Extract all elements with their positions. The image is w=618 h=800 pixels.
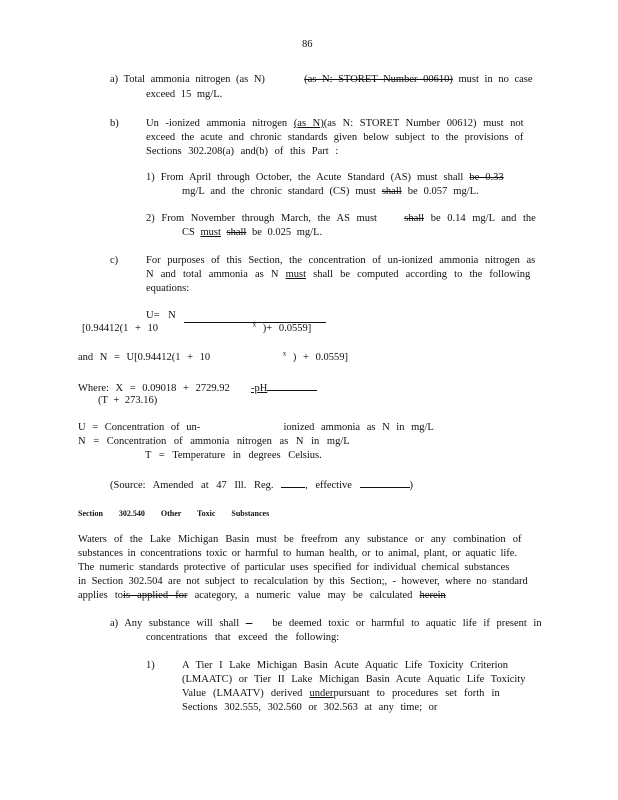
item-b-sub2-line1 bbox=[146, 212, 536, 225]
item-1-line3-b: pursuant to procedures set forth in bbox=[333, 688, 500, 699]
body-line5 bbox=[78, 589, 446, 602]
source-note-b: , effective bbox=[305, 480, 352, 491]
item-a2-line2: concentrations that exceed the following: bbox=[146, 632, 340, 643]
item-b-line3: Sections 302.208(a) and(b) of this Part : bbox=[146, 146, 339, 157]
item-a2-a: a) Any substance will shall bbox=[110, 618, 240, 629]
item-c-line2 bbox=[146, 268, 530, 281]
item-b-underlined: (as N) bbox=[293, 118, 324, 129]
sub2-text-a: 2) From November through March, the AS must bbox=[146, 213, 377, 224]
sub2-line2-a: CS bbox=[182, 227, 195, 238]
where-ph: -pH bbox=[250, 383, 268, 394]
item-a-line1 bbox=[110, 73, 533, 86]
source-blank-1 bbox=[281, 477, 305, 488]
sub2-line2-underlined: must bbox=[200, 227, 221, 238]
item-a-tail: must in no case bbox=[458, 74, 533, 85]
sub2-line2-b: be 0.025 mg/L. bbox=[251, 227, 323, 238]
eq2-left: and N = U[0.94412(1 + 10 bbox=[78, 352, 211, 363]
where-ph-underline bbox=[267, 380, 317, 391]
item-c-line2-b: shall be computed according to the following bbox=[313, 269, 531, 280]
eq2-right: ) + 0.0559] bbox=[292, 352, 348, 363]
where-denominator: (T + 273.16) bbox=[98, 395, 158, 406]
item-b-text-a: Un -ionized ammonia nitrogen bbox=[146, 118, 288, 129]
section-heading: Section 302.540 Other Toxic Substances bbox=[78, 509, 270, 518]
item-b-label: b) bbox=[110, 118, 119, 129]
item-1-line3 bbox=[182, 687, 500, 700]
item-a-line2: exceed 15 mg/L. bbox=[146, 89, 223, 100]
eq1-denom-left: [0.94412(1 + 10 bbox=[82, 323, 159, 334]
item-b-sub2-line2 bbox=[182, 226, 322, 239]
eq2-exponent: x bbox=[282, 349, 287, 358]
item-a-struck: (as N: STORET Number 00610) bbox=[304, 74, 453, 85]
source-note bbox=[110, 477, 413, 492]
item-c-line3: equations: bbox=[146, 283, 190, 294]
item-1-label: 1) bbox=[146, 660, 155, 671]
item-1-line4: Sections 302.555, 302.560 or 302.563 at any time; or bbox=[182, 702, 438, 713]
eq2 bbox=[78, 351, 348, 364]
item-b-line2: exceed the acute and chronic standards given below subject to the provisions of bbox=[146, 132, 524, 143]
item-c-label: c) bbox=[110, 255, 119, 266]
body-line3: The numeric standards protective of particular uses specified for individual chemical substances bbox=[78, 562, 510, 573]
item-c-line1: For purposes of this Section, the concentration of un-ionized ammonia nitrogen as bbox=[146, 255, 536, 266]
body-line1: Waters of the Lake Michigan Basin must be freefrom any substance or any combination of bbox=[78, 534, 522, 545]
item-1-line1: A Tier I Lake Michigan Basin Acute Aquatic Life Toxicity Criterion bbox=[182, 660, 509, 671]
item-b-sub1-line2 bbox=[182, 185, 479, 198]
eq1-denom-right: )+ 0.0559] bbox=[262, 323, 312, 334]
body-line5-struck: is applied for bbox=[123, 590, 188, 601]
def-u-b: ionized ammonia as N in mg/L bbox=[283, 422, 434, 433]
item-c-underlined: must bbox=[285, 269, 306, 280]
item-1-line2: (LMAATC) or Tier II Lake Michigan Basin Acute Aquatic Life Toxicity bbox=[182, 674, 526, 685]
item-b-sub1-line1 bbox=[146, 171, 504, 184]
source-note-c: ) bbox=[409, 480, 414, 491]
body-line5-struck2: herein bbox=[419, 590, 446, 601]
sub1-line2-struck: shall bbox=[381, 186, 402, 197]
source-note-a: (Source: Amended at 47 Ill. Reg. bbox=[110, 480, 274, 491]
def-t: T = Temperature in degrees Celsius. bbox=[145, 450, 322, 461]
def-u-a: U = Concentration of un- bbox=[78, 422, 201, 433]
body-line4: in Section 302.504 are not subject to recalculation by this Section;, - however, where no standard bbox=[78, 576, 528, 587]
eq1-exponent: x bbox=[252, 320, 257, 329]
sub1-line2-a: mg/L and the chronic standard (CS) must bbox=[182, 186, 376, 197]
item-a-text: Total ammonia nitrogen (as N) bbox=[123, 74, 265, 85]
body-line5-a: applies to bbox=[78, 590, 124, 601]
page-number: 86 bbox=[302, 39, 313, 50]
item-a-label: a) bbox=[110, 74, 119, 85]
item-a2-line1 bbox=[110, 617, 542, 630]
sub2-line2-struck: shall bbox=[226, 227, 247, 238]
item-b-text-b: (as N: STORET Number 00612) must not bbox=[323, 118, 524, 129]
def-n: N = Concentration of ammonia nitrogen as N in mg/L bbox=[78, 436, 350, 447]
eq1-denominator bbox=[82, 322, 311, 335]
def-u bbox=[78, 421, 434, 434]
item-1-line3-a: Value (LMAATV) derived bbox=[182, 688, 303, 699]
item-a2-struck-blank bbox=[246, 617, 266, 630]
item-b-line1 bbox=[146, 117, 524, 130]
item-c-line2-a: N and total ammonia as N bbox=[146, 269, 279, 280]
body-line2: substances in concentrations toxic or harmful to human health, or to animal, plant, or aquatic life. bbox=[78, 548, 518, 559]
where-expression: Where: X = 0.09018 + 2729.92 bbox=[78, 383, 230, 394]
source-blank-2 bbox=[360, 477, 410, 488]
eq1-numerator: U= N bbox=[146, 310, 176, 321]
where-line bbox=[78, 380, 317, 395]
item-a2-b: be deemed toxic or harmful to aquatic life if present in bbox=[272, 618, 542, 629]
body-line5-b: acategory, a numeric value may be calculated bbox=[194, 590, 413, 601]
sub1-line2-b: be 0.057 mg/L. bbox=[407, 186, 479, 197]
sub1-struck: be 0.33 bbox=[469, 172, 504, 183]
sub1-text-a: 1) From April through October, the Acute Standard (AS) must shall bbox=[146, 172, 464, 183]
sub2-struck: shall bbox=[404, 213, 425, 224]
sub2-text-b: be 0.14 mg/L and the bbox=[430, 213, 536, 224]
item-1-underlined: under bbox=[309, 688, 334, 699]
